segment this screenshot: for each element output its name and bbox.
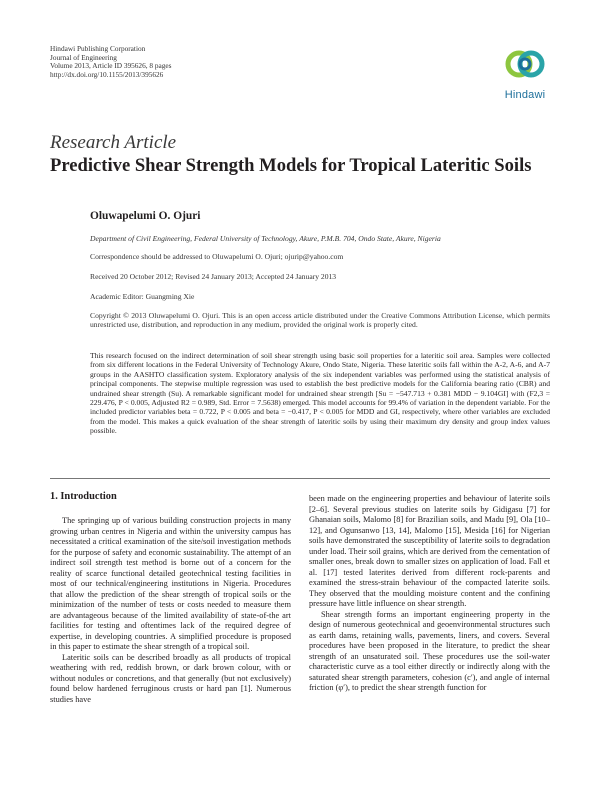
article-type: Research Article (50, 132, 177, 153)
paragraph: The springing up of various building construction projects in many growing urban centres in Nigeria and within the university campus has necessitated a critical examination of the site/soil investigation methods for the purpose of safety and economic sustainability. The attempt of an indirect soil strength test method is borne out of a concern for the reality of scarce functional detailed geotechnical testing facilities in most of our technical/engineering institutions in Nigeria. Procedures that allow the prediction of the shear strength of tropical soils or the minimization of the number of tests or costs needed to measure them are advantageous because of the limited availability of state-of-the art facilities for testing and oftentimes lack of the required degree of expertise, in developing countries. A simplified procedure is proposed in this paper to estimate the shear strength of a tropical soil. (50, 516, 291, 651)
article-title: Predictive Shear Strength Models for Tropical Lateritic Soils (50, 155, 532, 176)
paragraph: Shear strength forms an important engineering property in the design of numerous geotechnical and geoenvironmental structures such as earth dams, retaining walls, pavements, liners, and covers. Several procedures have been proposed in the literature, to predict the shear strength of an unsaturated soil. These procedures use the soil-water characteristic curve as a tool either directly or indirectly along with the saturated shear strength parameters, cohesion (c′), and angle of internal friction (φ′), to predict the shear strength function for (309, 609, 550, 692)
hindawi-logo-text: Hindawi (504, 89, 546, 101)
journal-name: Journal of Engineering (50, 52, 117, 62)
section-heading: 1. Introduction (50, 491, 117, 502)
correspondence: Correspondence should be addressed to Oluwapelumi O. Ojuri; ojurip@yahoo.com (90, 252, 344, 261)
paragraph: Lateritic soils can be described broadly as all products of tropical weathering with red, reddish brown, or dark brown colour, with or without nodules or concretions, and that generally (but not exclusively) found below hardened ferruginous crusts or hard pan [1]. Numerous studies have (50, 652, 291, 704)
author-name: Oluwapelumi O. Ojuri (90, 210, 201, 222)
right-column (309, 494, 550, 694)
copyright-notice: Copyright © 2013 Oluwapelumi O. Ojuri. This is an open access article distributed under the Creative Commons Attribution License, which permits unrestricted use, distribution, and reproduction in any medium, provided the original work is properly cited. (90, 311, 550, 330)
affiliation: Department of Civil Engineering, Federal University of Technology, Akure, P.M.B. 704, Ondo State, Akure, Nigeria (90, 234, 441, 243)
publisher-name: Hindawi Publishing Corporation (50, 44, 146, 53)
paragraph: been made on the engineering properties and behaviour of laterite soils [2–6]. Several previous studies on laterite soils by Gidigasu [7] for Ghanaian soils, Malomo [8] for Brazilian soils, and Madu [9], Ola [10–12], and Ogunsanwo [13, 14], Malomo [15], Mesida [16] for Nigerian soils have demonstrated the susceptibility of laterite soils to degradation under load. Their soil grains, which are derived from the cementation of smaller ones, break down to smaller sizes on application of load. Fall et al. [17] tested laterites derived from different rock-parents and examined the stress-strain behaviour of the compacted laterite soils. They observed that the moulding moisture content and the confining pressure have little influence on shear strength. (309, 494, 550, 608)
academic-editor: Academic Editor: Guangming Xie (90, 292, 195, 301)
doi-link[interactable]: http://dx.doi.org/10.1155/2013/395626 (50, 70, 164, 80)
volume-line: Volume 2013, Article ID 395626, 8 pages (50, 61, 172, 71)
abstract: This research focused on the indirect determination of soil shear strength using basic soil properties for a lateritic soil area. Samples were collected from six different locations in the Federal University of Technology Akure, Ondo State, Nigeria. These lateritic soils fall within the A-2, A-6, and A-7 groups in the AASHTO classification system. Exploratory analysis of the six independent variables was performed using the statistical analysis of principal components. The stepwise multiple regression was used to establish the best predictive models for the California bearing ratio (CBR) and undrained shear strength (Su). A remarkable significant model for undrained shear strength [Su = −547.713 + 0.381 MDD − 9.104GI] with (F2,3 = 229.476, P < 0.005, Adjusted R2 = 0.989, Std. Error = 7.5638) emerged. This model accounts for 99.4% of variation in the dependent variable. For the included predictor variables beta = 0.722, P < 0.005 and beta = −0.417, P < 0.005 for MDD and GI, respectively, where other variables are excluded from the model. This makes a quick evaluation of the shear strength of lateritic soils by using their maximum dry density and group index values possible. (90, 351, 550, 436)
publisher-info (50, 45, 171, 80)
article-dates: Received 20 October 2012; Revised 24 January 2013; Accepted 24 January 2013 (90, 272, 337, 281)
left-column (50, 516, 291, 705)
section-divider (50, 478, 550, 479)
